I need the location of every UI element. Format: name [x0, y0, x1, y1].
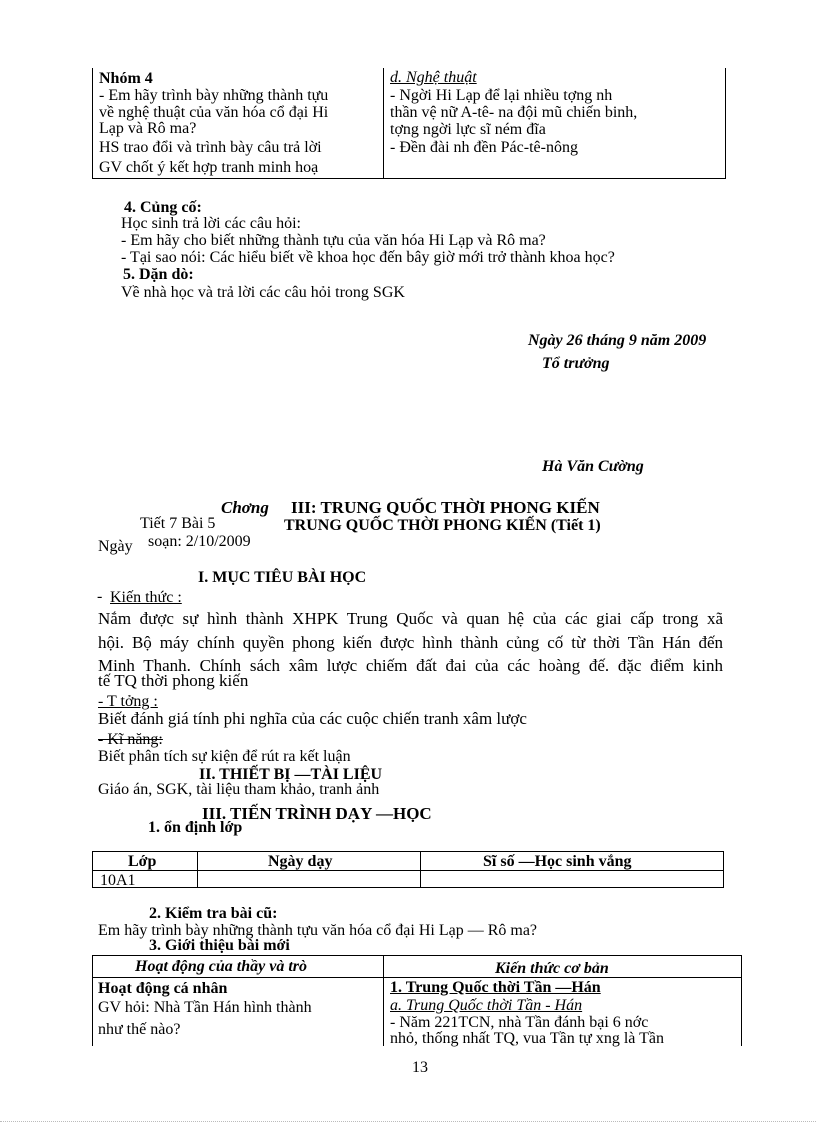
class-table-cell: 10A1 — [100, 872, 136, 889]
homework-text: Về nhà học và trả lời các câu hỏi trong SGK — [121, 284, 405, 301]
homework-heading: 5. Dặn dò: — [123, 266, 194, 283]
top-left-line: HS trao đổi và trình bày câu trả lời — [99, 139, 322, 156]
activity-header-left: Hoạt động của thầy và trò — [135, 958, 308, 975]
signature-name: Hà Văn Cường — [542, 458, 644, 475]
activity-right-line: - Năm 221TCN, nhà Tần đánh bại 6 nớc — [390, 1014, 649, 1031]
top-left-line: về nghệ thuật của văn hóa cổ đại Hi — [99, 104, 329, 121]
activity-right-line: nhỏ, thống nhất TQ, vua Tần tự xng là Tần — [390, 1030, 664, 1047]
page-bottom-border — [0, 1121, 816, 1122]
top-right-line: - Đền đài nh đền Pác-tê-nông — [390, 139, 578, 156]
consolidation-line: - Em hãy cho biết những thành tựu của văn hóa Hi Lạp và Rô ma? — [121, 232, 546, 249]
review-heading: 2. Kiểm tra bài cũ: — [149, 905, 278, 922]
thought-label: - T tởng : — [98, 693, 158, 710]
top-right-line: tợng ngời lực sĩ ném đĩa — [390, 121, 546, 138]
consolidation-line: - Tại sao nói: Các hiểu biết về khoa học đến bây giờ mới trở thành khoa học? — [121, 249, 615, 266]
equipment-text: Giáo án, SGK, tài liệu tham khảo, tranh ảnh — [98, 781, 380, 798]
process-heading: III. TIẾN TRÌNH DẠY —HỌC — [202, 804, 432, 823]
lesson-date-label: Ngày — [98, 538, 133, 555]
activity-table-row-divider — [92, 977, 742, 978]
chapter-prefix: Chơng — [221, 498, 269, 517]
top-left-line: Lạp và Rô ma? — [99, 120, 197, 137]
top-right-heading: d. Nghệ thuật — [390, 69, 477, 86]
knowledge-bullet: - — [97, 588, 103, 605]
knowledge-label: Kiến thức : — [110, 589, 182, 606]
objectives-heading: I. MỤC TIÊU BÀI HỌC — [198, 569, 367, 586]
review-question: Em hãy trình bày những thành tựu văn hóa cổ đại Hi Lạp — Rô ma? — [98, 922, 538, 939]
knowledge-line: Nắm được sự hình thành XHPK Trung Quốc và quan hệ của các giai cấp trong xã — [98, 609, 723, 628]
equipment-heading: II. THIẾT BỊ —TÀI LIỆU — [199, 766, 383, 783]
activity-left-line: như thế nào? — [98, 1021, 181, 1038]
class-table-col-divider — [197, 851, 198, 888]
knowledge-line: hội. Bộ máy chính quyền phong kiến được hình thành củng cố từ thời Tần Hán đến — [98, 633, 723, 652]
knowledge-line: tế TQ thời phong kiến — [98, 671, 249, 690]
consolidation-heading: 4. Củng cố: — [124, 199, 202, 216]
activity-right-heading: 1. Trung Quốc thời Tần —Hán — [390, 979, 601, 996]
stabilize-heading: 1. ổn định lớp — [148, 819, 243, 836]
class-table-header: Lớp — [128, 853, 157, 870]
activity-right-sub: a. Trung Quốc thời Tần - Hán — [390, 997, 583, 1014]
thought-text: Biết đánh giá tính phi nghĩa của các cuộc chiến tranh xâm lược — [98, 709, 527, 728]
skills-label: - Kĩ năng: — [98, 731, 163, 748]
lesson-title: TRUNG QUỐC THỜI PHONG KIẾN (Tiết 1) — [284, 517, 601, 534]
class-table-header: Sĩ số —Học sinh vắng — [483, 853, 632, 870]
top-right-line: - Ngời Hi Lạp để lại nhiều tợng nh — [390, 87, 613, 104]
chapter-title: III: TRUNG QUỐC THỜI PHONG KIẾN — [291, 498, 600, 517]
class-table-col-divider — [420, 851, 421, 888]
class-table-header: Ngày dạy — [268, 853, 333, 870]
skills-text: Biết phân tích sự kiện để rút ra kết luận — [98, 748, 351, 765]
page-number: 13 — [412, 1059, 428, 1076]
activity-header-right: Kiến thức cơ bản — [495, 960, 609, 977]
knowledge-line: Minh Thanh. Chính sách xâm lược chiếm đất đai của các hoàng đế. đặc điểm kinh — [98, 656, 723, 675]
signature-role: Tổ trưởng — [542, 355, 610, 372]
top-table-divider — [383, 68, 384, 179]
top-left-line: GV chốt ý kết hợp tranh minh hoạ — [99, 159, 319, 176]
activity-left-heading: Hoạt động cá nhân — [98, 980, 228, 997]
top-right-line: thần vệ nữ A-tê- na đội mũ chiến binh, — [390, 104, 638, 121]
intro-heading: 3. Giới thiệu bài mới — [149, 937, 290, 954]
lesson-period: Tiết 7 Bài 5 — [140, 515, 216, 532]
consolidation-line: Học sinh trả lời các câu hỏi: — [121, 215, 301, 232]
signature-date: Ngày 26 tháng 9 năm 2009 — [528, 332, 707, 349]
activity-left-line: GV hỏi: Nhà Tần Hán hình thành — [98, 999, 312, 1016]
activity-table-divider — [383, 955, 384, 1046]
class-table-row-divider — [92, 870, 724, 871]
top-left-heading: Nhóm 4 — [99, 70, 153, 87]
lesson-date-value: soạn: 2/10/2009 — [148, 533, 251, 550]
top-left-line: - Em hãy trình bày những thành tựu — [99, 87, 329, 104]
